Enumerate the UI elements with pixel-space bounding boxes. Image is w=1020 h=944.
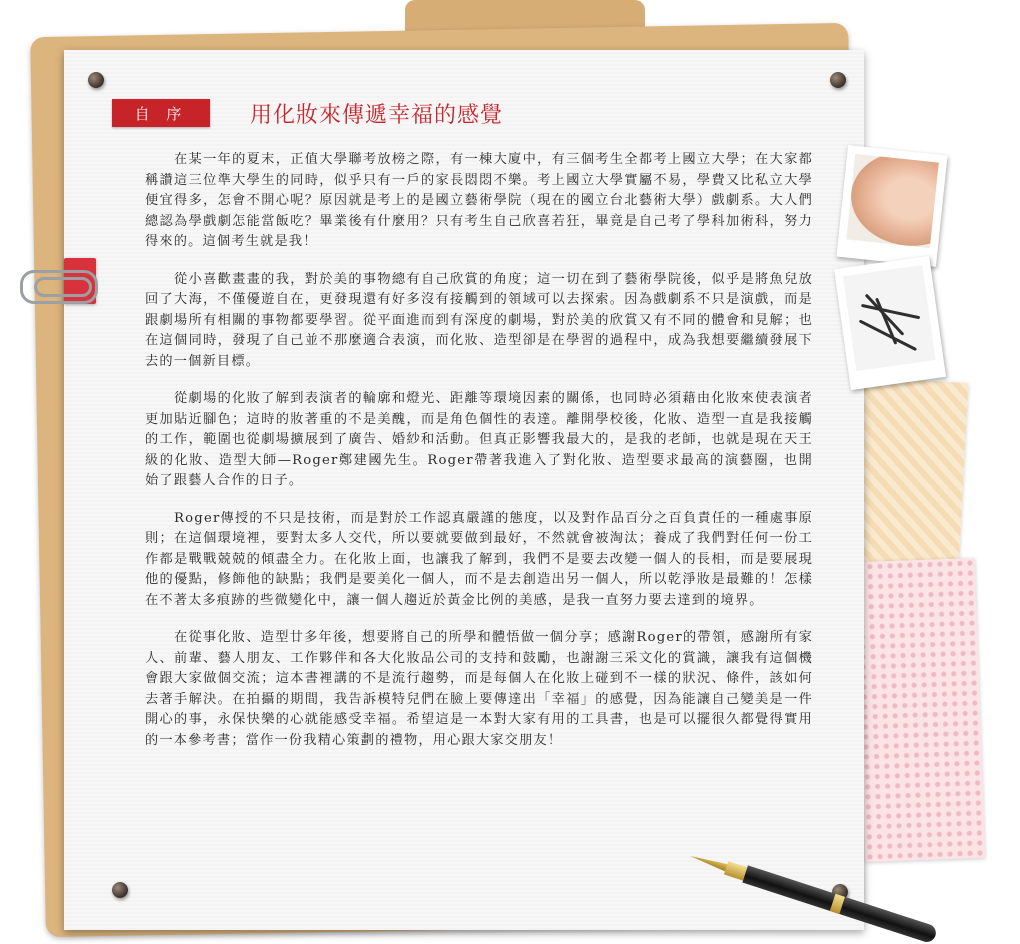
photo-eyelash-image	[846, 154, 939, 248]
pin-icon	[112, 882, 128, 898]
pen-nib	[689, 852, 730, 872]
pin-icon	[88, 72, 104, 88]
section-label: 自 序	[112, 99, 210, 127]
photo-brushes-image	[843, 265, 936, 371]
brush-icon	[861, 304, 920, 319]
paragraph: 在從事化妝、造型廿多年後，想要將自己的所學和體悟做一個分享；感謝Roger的帶領，感謝所有家人、前輩、藝人朋友、工作夥伴和各大化妝品公司的支持和鼓勵，也謝謝三采文化的賞識，讓我有這個機會跟大家做個交流；這本書裡講的不是流行趨勢，而是每個人在化妝上碰到不一樣的狀況、條件，該如何去著手解決。在拍攝的期間，我告訴模特兒們在臉上要傳達出「幸福」的感覺，因為能讓自己變美是一件開心的事，永保快樂的心就能感受幸福。希望這是一本對大家有用的工具書，也是可以擺很久都覺得實用的一本參考書；當作一份我精心策劃的禮物，用心跟大家交朋友！	[145, 630, 813, 748]
paragraph: 在某一年的夏末，正值大學聯考放榜之際，有一棟大廈中，有三個考生全都考上國立大學；在大家都稱讚這三位準大學生的同時，似乎只有一戶的家長悶悶不樂。考上國立大學實屬不易，學費又比私立大學便宜得多，怎會不開心呢？原因就是考上的是國立藝術學院（現在的國立台北藝術大學）戲劇系。大人們總認為學戲劇怎能當飯吃？畢業後有什麼用？只有考生自己欣喜若狂，畢竟是自己考了學科加術科，努力得來的。這個考生就是我！	[145, 152, 813, 249]
photo-eyelash-curler	[836, 145, 947, 267]
paragraph: Roger傳授的不只是技術，而是對於工作認真嚴謹的態度，以及對作品百分之百負責任的一種處事原則；在這個環境裡，要對太多人交代，所以要就要做到最好，不然就會被淘汰；養成了我們對任何一份工作都是戰戰兢兢的傾盡全力。在化妝上面，也讓我了解到，我們不是要去改變一個人的長相，而是要展現他的優點，修飾他的缺點；我們是要美化一個人，而不是去創造出另一個人，所以乾淨妝是最難的！怎樣在不著太多痕跡的些微變化中，讓一個人趨近於黃金比例的美感，是我一直努力要去達到的境界。	[145, 510, 813, 608]
photo-brushes	[834, 256, 946, 390]
preface-body	[145, 150, 813, 768]
paragraph: 從劇場的化妝了解到表演者的輪廓和燈光、距離等環境因素的關係，也同時必須藉由化妝來使表演者更加貼近腳色；這時的妝著重的不是美醜，而是角色個性的表達。離開學校後，化妝、造型一直是我接觸的工作，範圍也從劇場擴展到了廣告、婚紗和活動。但真正影響我最大的，是我的老師，也就是現在天王級的化妝、造型大師—Roger鄭建國先生。Roger帶著我進入了對化妝、造型要求最高的演藝圈，也開始了跟藝人合作的日子。	[145, 391, 813, 488]
brush-icon	[875, 298, 897, 345]
decor-strip-dotted	[855, 558, 985, 862]
paragraph: 從小喜歡畫畫的我，對於美的事物總有自己欣賞的角度；這一切在到了藝術學院後，似乎是將魚兒放回了大海，不僅優遊自在，更發現還有好多沒有接觸到的領域可以去探索。因為戲劇系不只是演戲，而是跟劇場所有相關的事物都要學習。從平面進而到有深度的劇場，對於美的欣賞又有不同的體會和見解；也在這個同時，發現了自己並不那麼適合表演，而化妝、造型卻是在學習的過程中，成為我想要繼續發展下去的一個新目標。	[145, 271, 813, 369]
paper-clip-inner	[34, 277, 92, 297]
pin-icon	[830, 72, 846, 88]
page-title: 用化妝來傳遞幸福的感覺	[250, 103, 504, 128]
